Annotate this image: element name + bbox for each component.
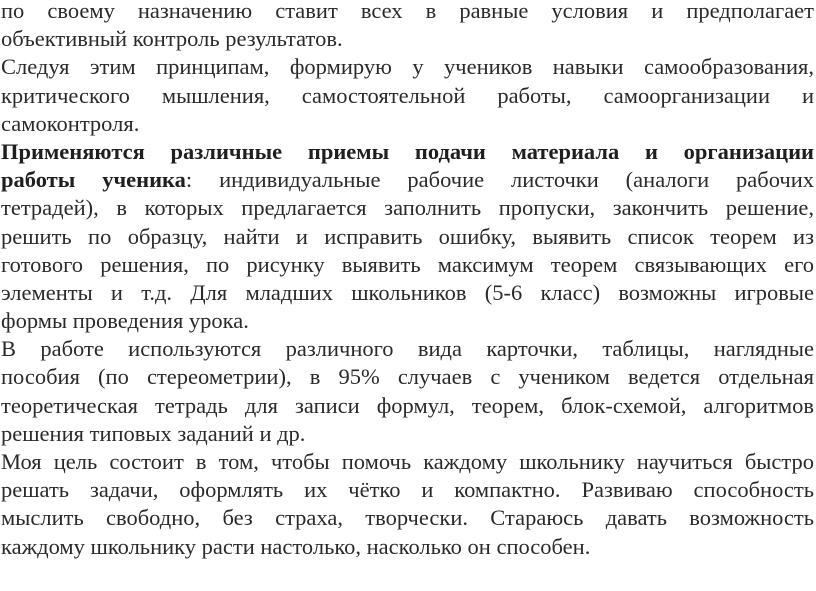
- paragraph-goal: [1, 448, 814, 561]
- paragraph-principles: [1, 53, 814, 138]
- text-line: тетрадей), в которых предлагается заполнить пропуски, закончить решение,: [1, 195, 814, 221]
- bold-heading-line: Применяются различные приемы подачи материала и организации: [1, 138, 814, 164]
- text-line: Следуя этим принципам, формирую у учеников навыки самообразования,: [1, 54, 814, 80]
- text-line: В работе используются различного вида карточки, таблицы, наглядные: [1, 336, 814, 362]
- text-line: самоконтроля.: [1, 110, 140, 136]
- text-line: теоретическая тетрадь для записи формул, теорем, блок-схемой, алгоритмов: [1, 392, 814, 418]
- text-line: критического мышления, самостоятельной работы, самоорганизации и: [1, 82, 814, 108]
- bold-heading-fragment: работы ученика: [1, 167, 186, 193]
- paragraph-methods: [1, 138, 814, 335]
- text-line: решения типовых заданий и др.: [1, 420, 306, 446]
- text-line: объективный контроль результатов.: [1, 26, 343, 52]
- text-fragment: : индивидуальные рабочие листочки (аналоги рабочих: [185, 167, 814, 193]
- paragraph-assessment: [1, 0, 814, 53]
- text-line: решить по образцу, найти и исправить ошибку, выявить список теорем из: [1, 223, 814, 249]
- text-line: по своему назначению ставит всех в равные условия и предполагает: [1, 0, 814, 23]
- text-line: формы проведения урока.: [1, 308, 249, 334]
- text-line: мыслить свободно, без страха, творчески. Стараюсь давать возможность: [1, 505, 814, 531]
- text-line: пособия (по стереометрии), в 95% случаев с учеником ведется отдельная: [1, 364, 814, 390]
- text-line: каждому школьнику расти настолько, насколько он способен.: [1, 533, 591, 559]
- text-line-mixed: [1, 166, 814, 194]
- text-line: решать задачи, оформлять их чётко и компактно. Развиваю способность: [1, 477, 814, 503]
- text-line: элементы и т.д. Для младших школьников (5-6 класс) возможны игровые: [1, 279, 814, 305]
- paragraph-materials: [1, 335, 814, 448]
- text-line: Моя цель состоит в том, чтобы помочь каждому школьнику научиться быстро: [1, 449, 814, 474]
- text-line: готового решения, по рисунку выявить максимум теорем связывающих его: [1, 251, 814, 277]
